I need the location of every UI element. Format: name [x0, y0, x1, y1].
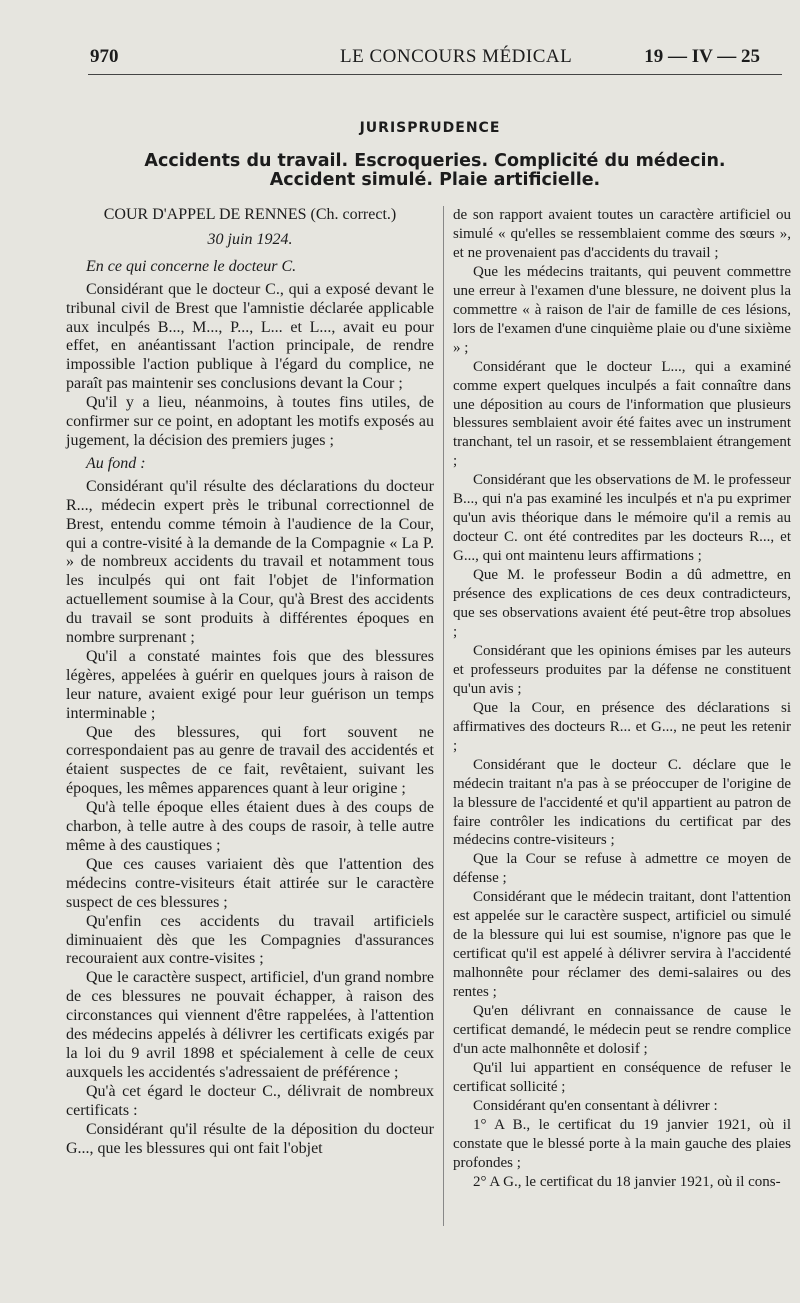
right-column [453, 206, 791, 1192]
judgment-date: 30 juin 1924. [207, 230, 293, 248]
paragraph: Que la Cour, en présence des déclarations si affirmatives des docteurs R... et G..., ne peut les retenir ; [453, 699, 791, 754]
left-column [66, 206, 434, 1158]
paragraph: Qu'il a constaté maintes fois que des blessures légères, appelées à guérir en quelques jours à raison de leur nature, avaient exigé pour leur guérison un temps interminable ; [66, 647, 434, 722]
journal-title: LE CONCOURS MÉDICAL [340, 46, 573, 67]
paragraph: Considérant que les opinions émises par les auteurs et professeurs produites par la défense ne constituent qu'un avis ; [453, 642, 791, 697]
paragraph: Considérant que le docteur C., qui a exposé devant le tribunal civil de Brest que l'amnistie déclarée applicable aux inculpés B..., M..., P..., L... et L..., avait eu pour effet, en anéantissant l'action principale, de rendre impossible l'action publique à l'égard du complice, ne paraît pas maintenir ses conclusions devant la Cour ; [66, 280, 434, 393]
paragraph: Que ces causes variaient dès que l'attention des médecins contre-visiteurs était attirée sur le caractère suspect de ces blessures ; [66, 855, 434, 911]
paragraph: de son rapport avaient toutes un caractère artificiel ou simulé « qu'elles se ressemblaient comme des sœurs », et ne provenaient pas d'accidents du travail ; [453, 207, 791, 261]
article-headline [90, 152, 780, 190]
page-number: 970 [90, 46, 119, 67]
paragraph: Qu'enfin ces accidents du travail artificiels diminuaient dès que les Compagnies d'assurances recouraient aux contre-visites ; [66, 912, 434, 968]
paragraph: Que les médecins traitants, qui peuvent commettre une erreur à l'examen d'une blessure, ne doivent plus la commettre « à raison de l'air de famille de ces lésions, lors de l'examen d'une cinquième plaie ou d'une sixième » ; [453, 263, 791, 356]
paragraph: Considérant que le médecin traitant, dont l'attention est appelée sur le caractère suspect, artificiel ou simulé de la blessure qui lui est soumise, n'ignore pas que le certificat qu'il est appelé à délivrer servira à l'accidenté malhonnête pour réclamer des demi-salaires ou des rentes ; [453, 889, 791, 1001]
issue-date: 19 — IV — 25 [644, 46, 760, 67]
paragraph: Que des blessures, qui fort souvent ne correspondaient pas au genre de travail des accidentés et étaient suspectes de ce fait, revêtaient, suivant les époques, les mêmes apparences quant à leur origine ; [66, 723, 434, 798]
paragraph: Qu'il y a lieu, néanmoins, à toutes fins utiles, de confirmer sur ce point, en adoptant les motifs exposés au jugement, la décision des premiers juges ; [66, 394, 434, 449]
paragraph: 2° A G., le certificat du 18 janvier 1921, où il cons- [473, 1173, 781, 1190]
headline-line-2: Accident simulé. Plaie artificielle. [269, 170, 601, 190]
paragraph: Considérant que les observations de M. le professeur B..., qui n'a pas examiné les inculpés et n'a pu exprimer qu'un avis théorique dans le mémoire qu'il a remis au docteur C. ont été contredites par les docteurs R..., et G..., qui ont maintenu leurs affirmations ; [453, 472, 791, 565]
paragraph: 1° A B., le certificat du 19 janvier 1921, où il constate que le blessé porte à la main gauche des plaies profondes ; [453, 1116, 791, 1171]
paragraph: Qu'en délivrant en connaissance de cause le certificat demandé, le médecin peut se rendre complice d'un acte malhonnête et dolosif ; [453, 1003, 791, 1057]
paragraph: Qu'à telle époque elles étaient dues à des coups de charbon, à telle autre à des coups de rasoir, à telle autre même à des caustiques ; [66, 799, 434, 854]
section-title: JURISPRUDENCE [359, 120, 501, 136]
paragraph: Considérant que le docteur C. déclare que le médecin traitant n'a pas à se préoccuper de l'origine de la blessure de l'accidenté et qu'il appartient au patron de faire contrôler les indications du certificat par des médecins contre-visiteurs ; [453, 756, 791, 849]
paragraph: Considérant qu'il résulte des déclarations du docteur R..., médecin expert près le tribunal correctionnel de Brest, entendu comme témoin à l'audience de la Cour, qui a contre-visité à la demande de la Compagnie « La P. » de nombreux accidents du travail et notamment tous les inculpés qui ont fait l'objet de l'information actuellement soumise à la Cour, qu'à Brest des accidents du travail se sont produits à différentes époques en nombre surprenant ; [66, 477, 434, 647]
court-name: COUR D'APPEL DE RENNES (Ch. correct.) [103, 206, 397, 223]
header-rule [88, 74, 782, 75]
paragraph: Considérant que le docteur L..., qui a examiné comme expert quelques inculpés a fait connaître dans une déposition au cours de l'information que plusieurs blessures semblaient avoir été faites avec un instrument tranchant, tel un rasoir, et se ressemblaient étrangement ; [453, 358, 791, 470]
au-fond-heading: Au fond : [86, 454, 146, 472]
paragraph: Qu'à cet égard le docteur C., délivrait de nombreux certificats : [66, 1082, 434, 1119]
paragraph: Qu'il lui appartient en conséquence de refuser le certificat sollicité ; [453, 1059, 791, 1095]
paragraph: Que la Cour se refuse à admettre ce moyen de défense ; [453, 851, 791, 887]
column-divider [443, 206, 444, 1226]
headline-line-1: Accidents du travail. Escroqueries. Complicité du médecin. [144, 151, 726, 171]
running-header [90, 46, 770, 72]
intro-line: En ce qui concerne le docteur C. [86, 257, 297, 275]
paragraph: Considérant qu'il résulte de la déposition du docteur G..., que les blessures qui ont fait l'objet [66, 1120, 434, 1157]
paragraph: Considérant qu'en consentant à délivrer : [473, 1097, 718, 1114]
paragraph: Que le caractère suspect, artificiel, d'un grand nombre de ces blessures ne pouvait échapper, à raison des circonstances qui viennent d'être rappelées, à l'attention des médecins appelés à délivrer les certificats exigés par la loi du 9 avril 1898 et spécialement à celle de ceux auxquels les accidentés s'adressaient de préférence ; [66, 969, 434, 1081]
paragraph: Que M. le professeur Bodin a dû admettre, en présence des explications de ces deux contradicteurs, que ses observations avaient été peut-être trop absolues ; [453, 567, 791, 640]
